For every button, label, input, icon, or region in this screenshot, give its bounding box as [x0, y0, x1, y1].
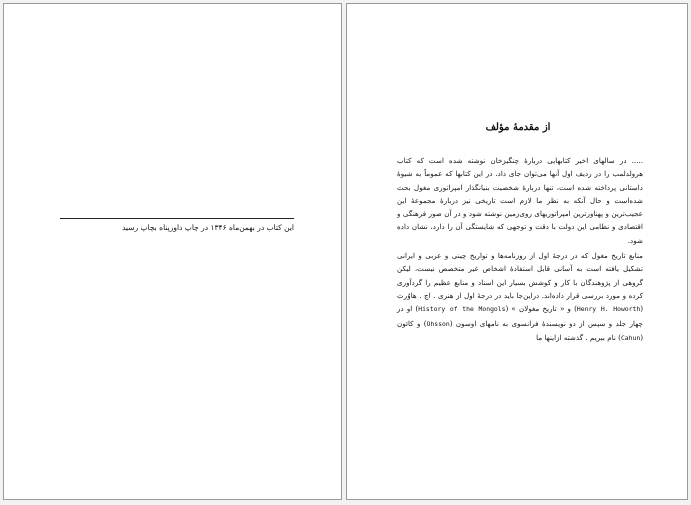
ohsson-name: Ohsson: [426, 319, 450, 328]
chapter-heading: از مقدمهٔ مؤلف: [485, 122, 551, 133]
howorth-work: History of the Mongols: [418, 305, 506, 314]
body-text: [397, 154, 643, 347]
paragraph-2-mid-1: ) و « تاریخ مغولان » (: [505, 304, 577, 314]
right-page: [346, 3, 688, 500]
paragraph-2-end: ) نام ببریم . گذشته ازاینها ما: [536, 332, 621, 342]
colophon-divider: [60, 218, 294, 219]
paragraph-2-start: منابع تاریخ مغول که در درجهٔ اول از روزنامه‌ها و تواریخ چینی و عربی و ایرانی تشکیل یافته است به آسانی قابل استفادهٔ اشخاص غیر متخصص نیست، لیکن گروهی از پژوهندگان با کار و کوشش بسیار این اسناد و منابع عظیم را گردآوری کرده و مورد بررسی قرار داده‌اند. دراین‌جا باید در درجهٔ اول از هنری . اچ . هاوُرث (: [397, 251, 644, 314]
paragraph-2-mid-3: ) و کائون (: [397, 318, 643, 342]
paragraph-2: [397, 249, 643, 345]
colophon-text: این کتاب در بهمن‌ماه ۱۳۴۶ در چاپ داورپناه بچاپ رسید: [122, 223, 294, 232]
paragraph-1: ..... در سالهای اخیر کتابهایی دربارهٔ چنگیزخان نوشته شده است که کتاب هرولدلمب را در ردیف اول آنها می‌توان جای داد. در این کتابها که عموماً به شیوهٔ داستانی پرداخته شده است، تنها دربارهٔ شخصیت بنیانگذار امپراتوری مغول بحث شده‌است و حال آنکه به نظر ما لازم است تاریخی نیز دربارهٔ مجموعهٔ این عجیب‌ترین و پهناورترین امپراتوریهای روی‌زمین نوشته شود و در آن صور فرهنگی و اقتصادی و نظامی این دولت با دقت و توجهی که شایستگی آن را دارد، نشان داده شود.: [397, 156, 643, 245]
left-page: [3, 3, 342, 500]
howorth-name: Henry H. Howorth: [576, 305, 641, 314]
cahun-name: Cahun: [620, 333, 641, 342]
paragraph-2-mid-2: ) او در چهار جلد و سپس از دو نویسندهٔ فرانسوی به نامهای اوسون (: [397, 304, 643, 328]
